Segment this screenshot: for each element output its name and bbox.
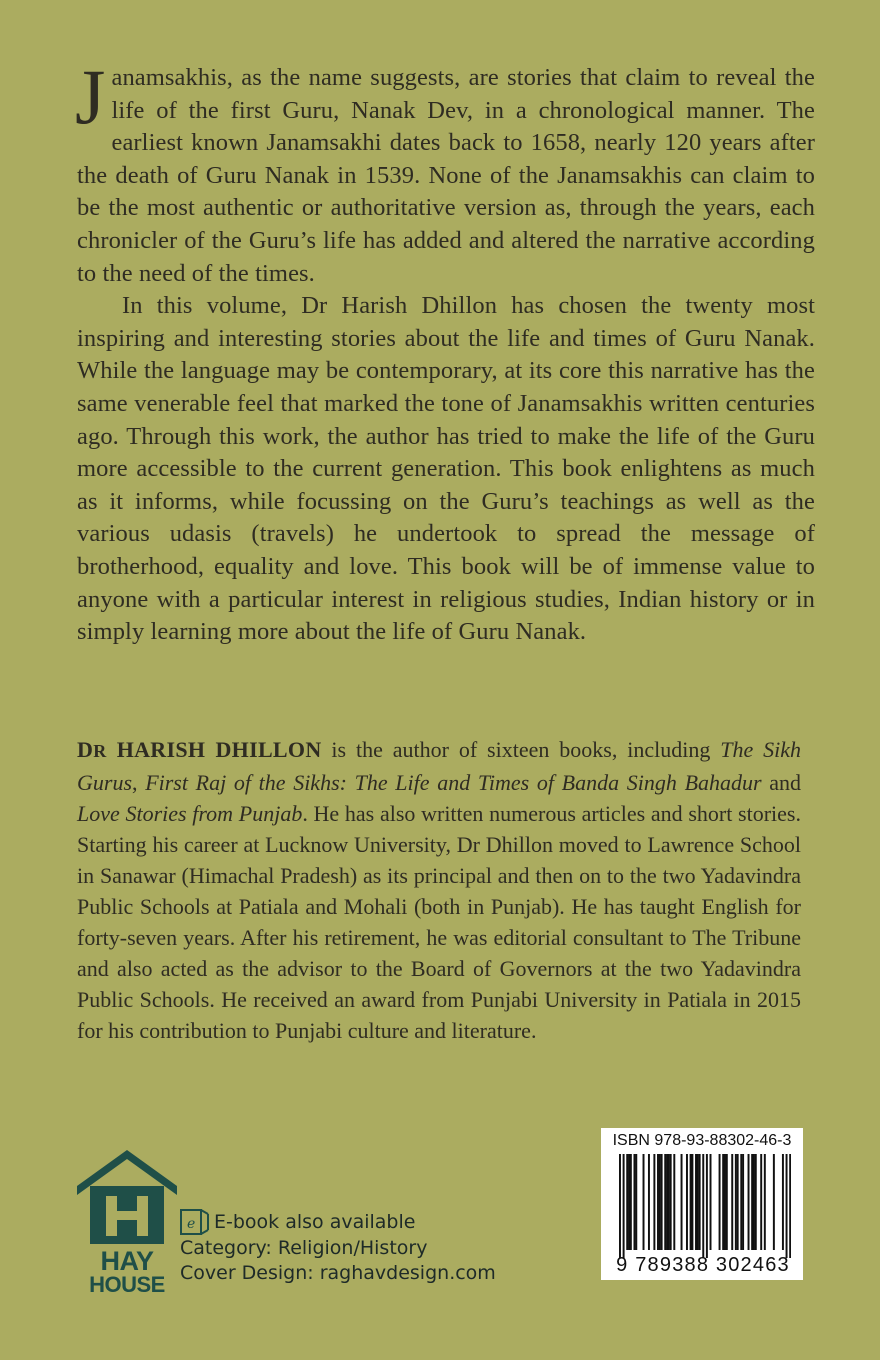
book-blurb: [75, 53, 815, 649]
barcode-bar: [690, 1154, 692, 1250]
author-name: [77, 737, 322, 762]
blurb-paragraph-1-text: anamsakhis, as the name suggests, are stories that claim to reveal the life of the first Guru, Nanak Dev, in a chronological manner. The earliest known Janamsakhi dates back to 1658, nearly 120 years after the death of Guru Nanak in 1539. None of the Janamsakhis can claim to be the most authentic or authoritative version as, through the years, each chronicler of the Guru’s life has added and altered the narrative according to the need of the times.: [77, 64, 815, 287]
barcode-bar: [719, 1154, 721, 1250]
blurb-paragraph-2: In this volume, Dr Harish Dhillon has chosen the twenty most inspiring and interesting stories about the life and times of Guru Nanak. While the language may be contemporary, at its core this narrative has the same venerable feel that marked the tone of Janamsakhis written centuries ago. Through this work, the author has tried to make the life of the Guru more accessible to the current generation. This book enlightens as much as it informs, while focussing on the Guru’s teachings as well as the various udasis (travels) he undertook to spread the message of brotherhood, equality and love. This book will be of immense value to anyone with a particular interest in religious studies, Indian history or in simply learning more about the life of Guru Nanak.: [77, 292, 815, 646]
barcode-bar: [648, 1154, 650, 1250]
barcode-bar: [722, 1154, 724, 1250]
barcode-bar: [789, 1154, 791, 1258]
barcode-bar: [731, 1154, 733, 1250]
barcode-bar: [668, 1154, 670, 1250]
logo-text-house: HOUSE: [89, 1272, 165, 1297]
barcode-bar: [724, 1154, 726, 1250]
logo-text-hay: HAY: [100, 1246, 154, 1276]
blurb-paragraph-1: [75, 53, 815, 290]
barcode-bar: [630, 1154, 632, 1250]
barcode-bar: [760, 1154, 762, 1250]
barcode-bar: [666, 1154, 668, 1250]
barcode-bar: [619, 1154, 621, 1258]
book-title-love-stories: Love Stories from Punjab: [77, 801, 303, 826]
cover-design-text: Cover Design: raghavdesign.com: [180, 1262, 496, 1284]
barcode-bar: [748, 1154, 750, 1250]
barcode-bar: [726, 1154, 728, 1250]
barcode-bar: [633, 1154, 635, 1250]
barcode-bar: [661, 1154, 663, 1250]
barcode-bar: [773, 1154, 775, 1250]
bio-text-1: is the author of sixteen books, including: [321, 737, 721, 762]
barcode-bar: [782, 1154, 784, 1250]
author-title-d: D: [77, 737, 94, 762]
barcode-bar: [742, 1154, 744, 1250]
barcode-bar: [673, 1154, 675, 1250]
hay-house-logo: [77, 1148, 177, 1298]
barcode-bar: [670, 1154, 672, 1250]
barcode-bar: [664, 1154, 666, 1250]
category-text: Category: Religion/History: [180, 1237, 428, 1259]
bio-text-2: ,: [132, 770, 146, 795]
barcode-bar: [697, 1154, 699, 1250]
barcode-bars: [619, 1154, 791, 1258]
ebook-row: [180, 1208, 496, 1236]
ebook-icon: [180, 1208, 212, 1236]
barcode-bar: [628, 1154, 630, 1250]
barcode-bar: [737, 1154, 739, 1250]
barcode-bar: [751, 1154, 753, 1250]
ebook-text: E-book also available: [214, 1210, 416, 1233]
barcode-bar: [764, 1154, 766, 1250]
barcode-bar: [702, 1154, 704, 1258]
barcode-bar: [735, 1154, 737, 1250]
drop-cap: J: [75, 53, 106, 140]
barcode-bar: [755, 1154, 757, 1250]
barcode-bar: [681, 1154, 683, 1250]
svg-text:e: e: [187, 1216, 196, 1232]
isbn-barcode: [601, 1128, 803, 1280]
barcode-bar: [710, 1154, 712, 1250]
barcode-bar: [706, 1154, 708, 1258]
barcode-bar: [786, 1154, 788, 1258]
author-name-text: HARISH DHILLON: [106, 737, 322, 762]
author-title-r: R: [93, 741, 107, 761]
barcode-bar: [623, 1154, 625, 1258]
barcode-bar: [653, 1154, 655, 1250]
bio-text-4: . He has also written numerous articles and short stories. Starting his career at Lucknow University, Dr Dhillon moved to Lawrence School in Sanawar (Himachal Pradesh) as its principal and then on to the two Yadavindra Public Schools at Patiala and Mohali (both in Punjab). He has taught English for forty-seven years. After his retirement, he was editorial consultant to The Tribune and also acted as the advisor to the Board of Governors at the two Yadavindra Public Schools. He received an award from Punjabi University in Patiala in 2015 for his contribution to Punjabi culture and literature.: [77, 801, 801, 1043]
barcode-bar: [643, 1154, 645, 1250]
book-title-sikh-gurus: The Sikh Gurus: [77, 737, 801, 795]
book-title-first-raj: First Raj of the Sikhs: The Life and Times of Banda Singh Bahadur: [145, 770, 762, 795]
barcode-bar: [657, 1154, 659, 1250]
author-bio: [77, 734, 801, 1046]
bio-text-3: and: [761, 770, 802, 795]
isbn-label: ISBN 978-93-88302-46-3: [612, 1132, 792, 1149]
barcode-bar: [635, 1154, 637, 1250]
barcode-bar: [686, 1154, 688, 1250]
book-info: [180, 1208, 496, 1286]
barcode-bar: [753, 1154, 755, 1250]
barcode-bar: [699, 1154, 701, 1250]
barcode-bar: [691, 1154, 693, 1250]
author-bio-paragraph: [77, 734, 801, 1046]
barcode-bar: [695, 1154, 697, 1250]
house-icon: [77, 1148, 177, 1248]
barcode-bar: [626, 1154, 628, 1250]
barcode-bar: [659, 1154, 661, 1250]
barcode-digits: 9 789388 302463: [616, 1254, 790, 1276]
barcode-bar: [740, 1154, 742, 1250]
